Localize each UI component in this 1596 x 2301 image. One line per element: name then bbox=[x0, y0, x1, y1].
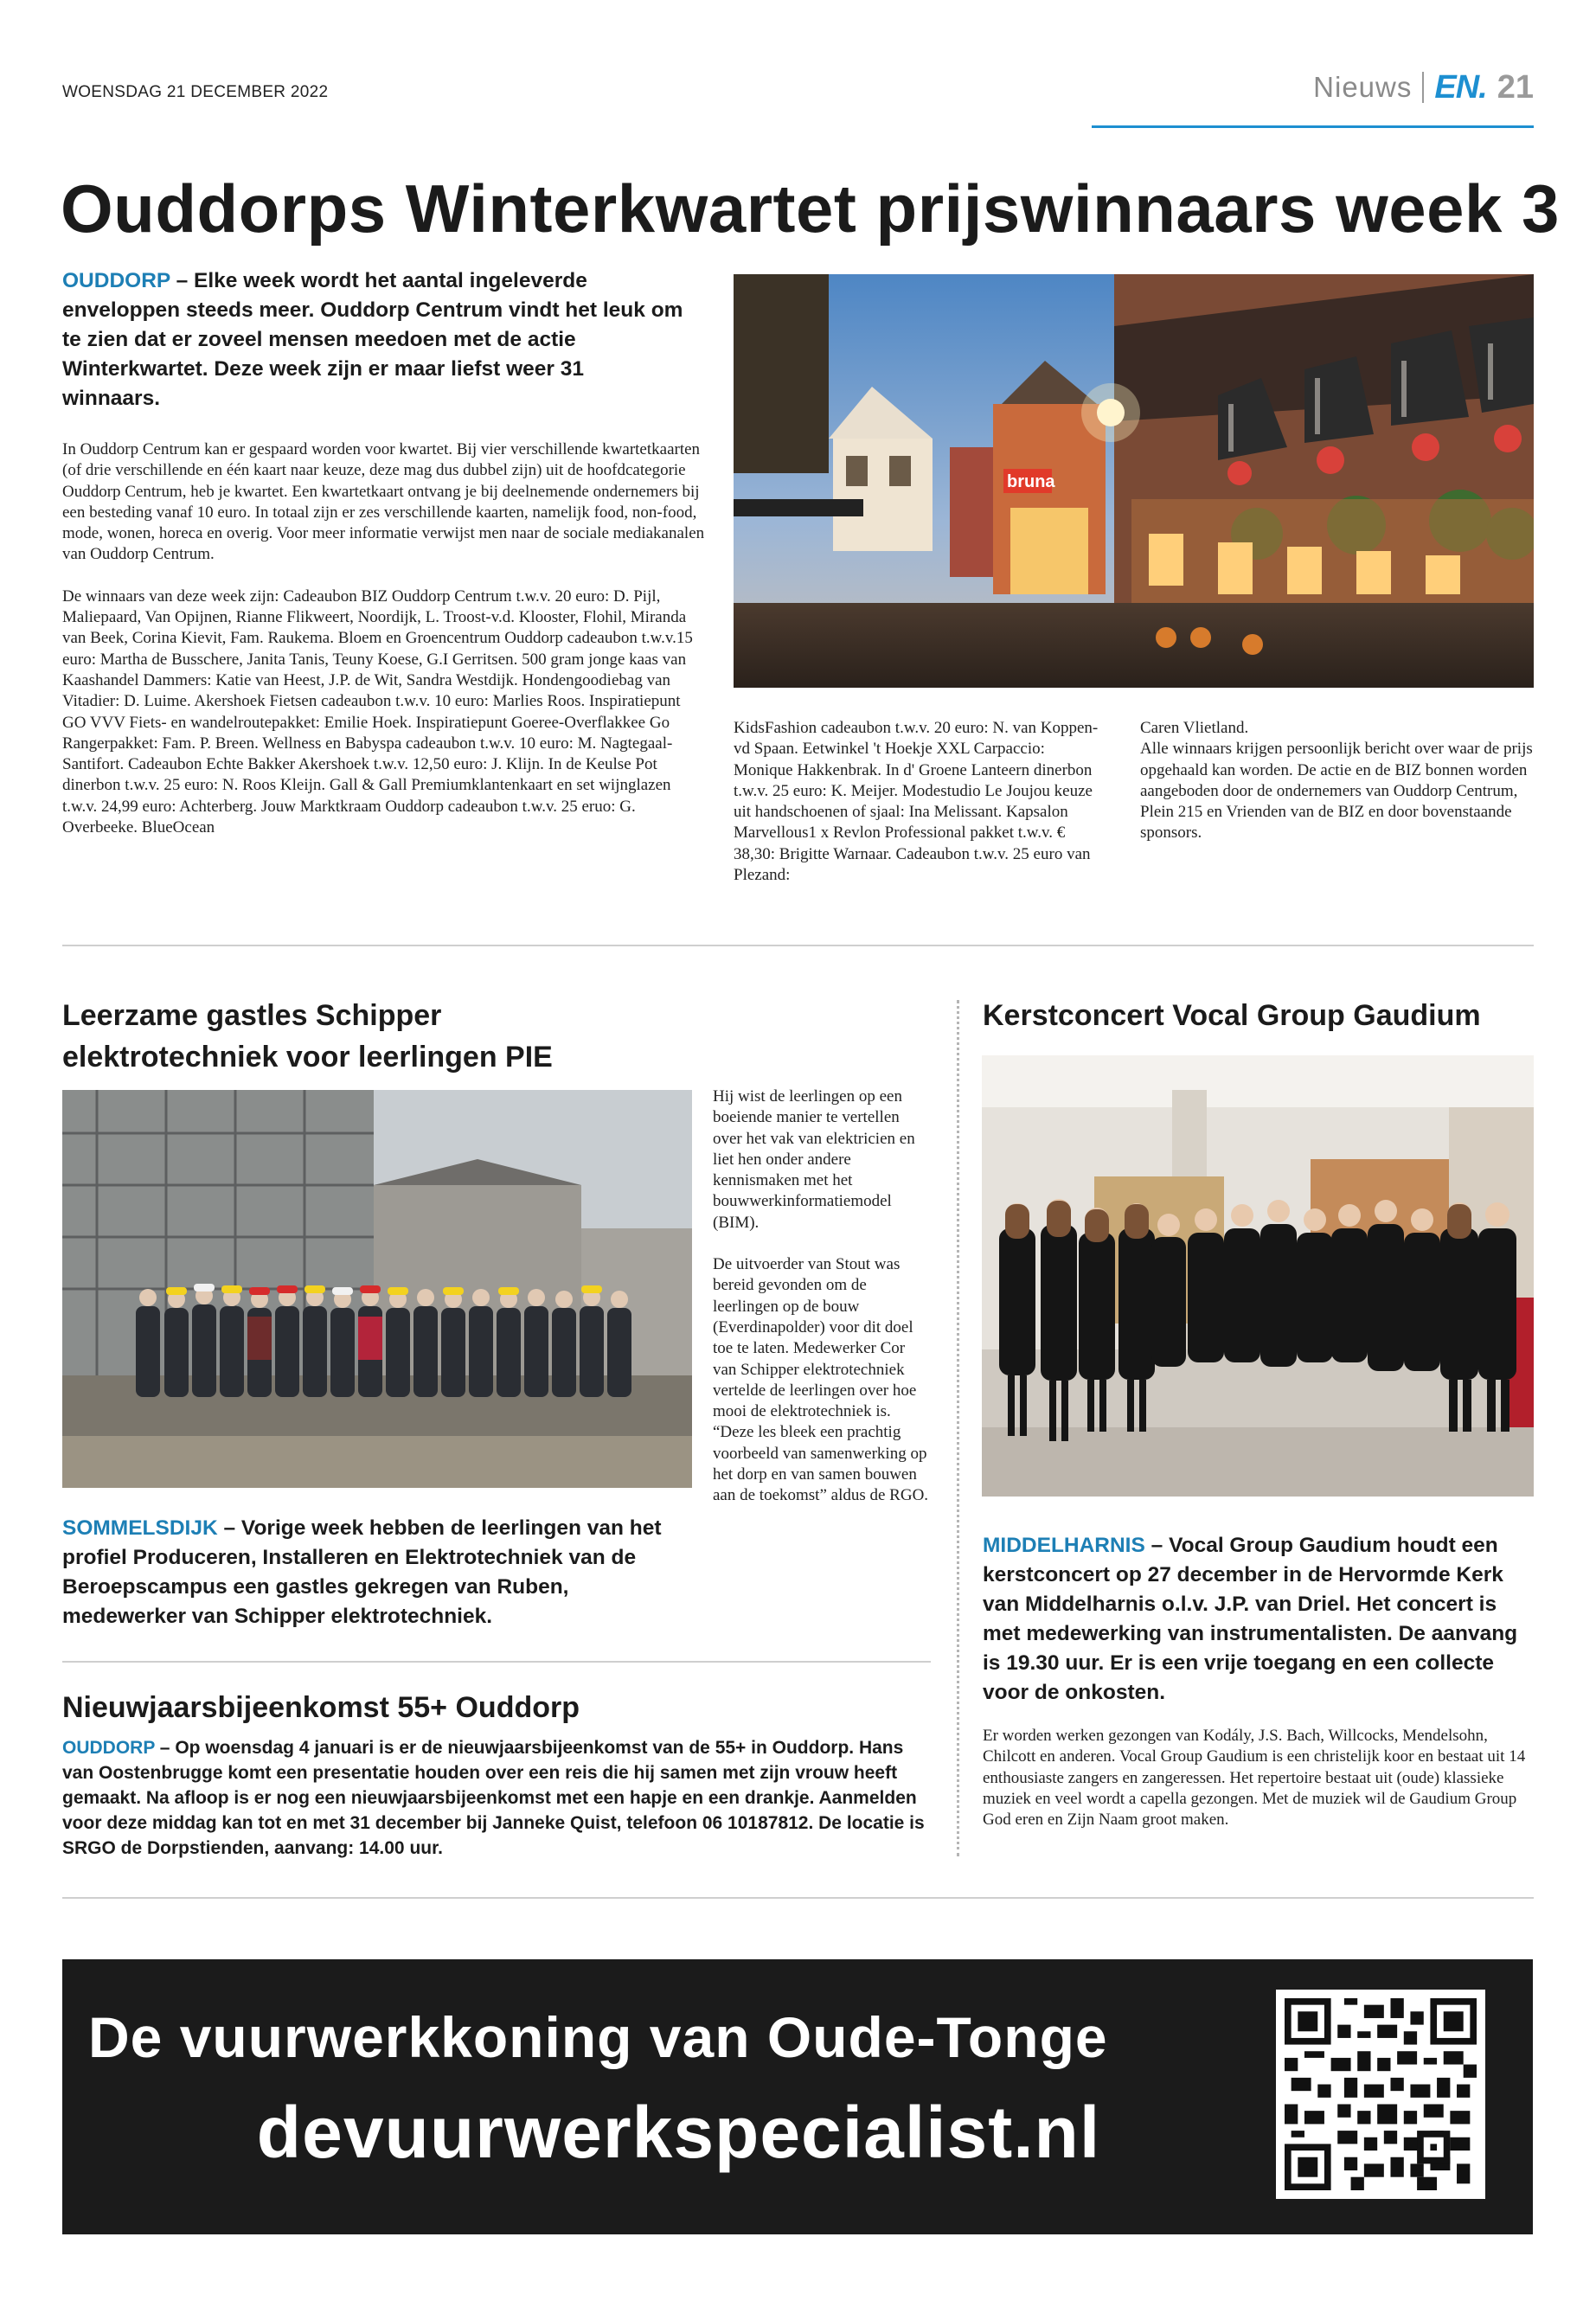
choir-photo bbox=[982, 1055, 1534, 1497]
page-header bbox=[1313, 67, 1534, 107]
article-column-2: KidsFashion cadeaubon t.w.v. 20 euro: N. van Koppen-vd Spaan. Eetwinkel 't Hoekje XXL Carpaccio: Monique Hakkenbrak. In d' Groene Lanteern dinerbon t.w.v. 25 euro: K. Meijer. Modestudio Le Joujou keuze uit handschoenen of sjaal: Ina Melissant. Kapsalon Marvellous1 x Revlon Professional pakket t.w.v. € 38,30: Brigitte Warnaar. Cadeaubon t.w.v. 25 euro van Plezand: bbox=[734, 719, 1099, 885]
kerst-lead-text: – Vocal Group Gaudium houdt een kerstconcert op 27 december in de Hervormde Kerk van Middelharnis o.l.v. J.P. van Driel. Het concert is met medewerking van instrumentalisten. De aanvang is 19.30 uur. Er is een vrije toegang en een collecte voor de onkosten. bbox=[983, 1534, 1518, 1704]
gastles-headline-line: Leerzame gastles Schipper bbox=[62, 999, 442, 1032]
kerst-kicker: MIDDELHARNIS bbox=[983, 1534, 1145, 1557]
street-photo bbox=[734, 274, 1534, 688]
article-paragraph: In Ouddorp Centrum kan er gespaard worden voor kwartet. Bij vier verschillende kwartetkaarten (of drie verschillende en één kaart naar keuze, deze mag dus dubbel zijn) uit de hoofdcategorie Ouddorp Centrum, heb je kwartet. Een kwartetkaart ontvang je bij deelnemende ondernemers bij een besteding vanaf 10 euro. In totaal zijn er zes verschillende kaarten, namelijk food, non-food, mode, wonen, horeca en overig. Voor meer informatie verwijst men naar de sociale mediakanalen van Ouddorp Centrum. bbox=[62, 440, 705, 564]
article-kicker: OUDDORP bbox=[62, 269, 170, 292]
nieuwjaar-headline: Nieuwjaarsbijeenkomst 55+ Ouddorp bbox=[62, 1691, 580, 1724]
article-lead-text: – Elke week wordt het aantal ingeleverde enveloppen steeds meer. Ouddorp Centrum vindt het leuk om te zien dat er zoveel mensen meedoen met de actie Winterkwartet. Deze week zijn er maar liefst weer 31 winnaars. bbox=[62, 269, 683, 410]
choir-illustration bbox=[982, 1055, 1534, 1497]
nieuwjaar-kicker: OUDDORP bbox=[62, 1738, 155, 1758]
qr-code-icon bbox=[1285, 1998, 1477, 2190]
publication-date: WOENSDAG 21 DECEMBER 2022 bbox=[62, 83, 329, 101]
section-label: Nieuws bbox=[1313, 71, 1413, 103]
nieuwjaar-lead-text: – Op woensdag 4 januari is er de nieuwjaarsbijeenkomst van de 55+ in Ouddorp. Hans van Oostenbrugge komt een presentatie houden over een reis die hij samen met zijn vrouw heeft gemaakt. Na afloop is er nog een nieuwjaarsbijeenkomst met een hapje en een drankje. Aanmelden voor deze middag kan tot en met 31 december bij Janneke Quist, telefoon 06 10187812. De locatie is SRGO de Dorpstienden, aanvang: 14.00 uur. bbox=[62, 1738, 925, 1858]
gastles-lead bbox=[62, 1514, 685, 1631]
qr-code[interactable] bbox=[1276, 1990, 1485, 2199]
ad-website[interactable]: devuurwerkspecialist.nl bbox=[256, 2092, 1101, 2173]
advertisement-banner[interactable] bbox=[62, 1959, 1533, 2234]
kerst-body: Er worden werken gezongen van Kodály, J.S. Bach, Willcocks, Mendelsohn, Chilcott en anderen. Vocal Group Gaudium is een christelijk koor en bestaat uit 14 enthousiaste zangers en zangeressen. Het repertoire bestaat uit (oude) klassieke muziek en veel wordt a capella gezongen. Met de muziek wil de Gaudium Group God eren en Zijn Naam groot maken. bbox=[983, 1727, 1526, 1830]
gastles-headline-line: elektrotechniek voor leerlingen PIE bbox=[62, 1041, 553, 1074]
gastles-kicker: SOMMELSDIJK bbox=[62, 1516, 218, 1540]
construction-site-photo bbox=[62, 1090, 692, 1488]
kerst-headline: Kerstconcert Vocal Group Gaudium bbox=[983, 999, 1481, 1032]
construction-site-illustration bbox=[62, 1090, 692, 1488]
article-lead bbox=[62, 266, 685, 413]
nieuwjaar-lead bbox=[62, 1735, 931, 1861]
article-paragraph: De winnaars van deze week zijn: Cadeaubon BIZ Ouddorp Centrum t.w.v. 20 euro: D. Pijl, Maliepaard, Van Opijnen, Rianne Flikweert, Noordijk, L. Troost-v.d. Klooster, Flohil, Miranda van Beek, Corina Kievit, Fam. Raukema. Bloem en Groencentrum Ouddorp cadeaubon t.w.v.15 euro: Martha de Busschere, Janita Tanis, Teuny Koese, G.I Gerritsen. 500 gram jonge kaas van Kaashandel Dammers: Katie van Heest, J.P. de Wit, Sandra Westdijk. Hondengoodiebag van Vitadier: D. Luime. Akershoek Fietsen cadeaubon t.w.v. 10 euro: Marlies Roos. Inspiratiepunt GO VVV Fiets- en wandelroutepakket: Emilie Hoek. Inspiratiepunt Goeree-Overflakkee Go Rangerpakket: Fam. P. Breen. Wellness en Babyspa cadeaubon t.w.v. 10 euro: M. Nagtegaal-Santifort. Cadeaubon Echte Bakker Akershoek t.w.v. 12,50 euro: J. Klijn. In de Keulse Pot dinerbon t.w.v. 25 euro: N. Roos Kleijn. Gall & Gall Premiumklantenkaart en set wijnglazen t.w.v. 24,99 euro: Achterberg. Jouw Marktkraam Ouddorp cadeaubon t.w.v. 25 eruo: G. Overbeeke. BlueOcean bbox=[62, 586, 693, 837]
header-rule bbox=[1092, 125, 1534, 128]
gastles-paragraph: De uitvoerder van Stout was bereid gevonden om de leerlingen op de bouw (Everdinapolder) voor dit doel toe te laten. Medewerker Cor van Schipper elektrotechniek vertelde de leerlingen over hoe mooi de elektrotechniek is. “Deze les bleek een prachtig voorbeeld van samenwerking op het dorp en van samen bouwen aan de toekomst” aldus de RGO. bbox=[713, 1255, 929, 1505]
article-headline: Ouddorps Winterkwartet prijswinnaars week 3 bbox=[61, 170, 1560, 247]
newspaper-logo: EN. bbox=[1434, 68, 1487, 106]
section-divider bbox=[62, 1897, 1534, 1899]
shop-sign-text: bruna bbox=[1007, 472, 1055, 491]
kerst-lead bbox=[983, 1531, 1536, 1708]
gastles-sidebar-text bbox=[713, 1086, 931, 1528]
page-number: 21 bbox=[1497, 68, 1534, 106]
section-divider bbox=[62, 945, 1534, 946]
ad-headline: De vuurwerkkoning van Oude-Tonge bbox=[88, 2005, 1108, 2069]
article-column-3: Caren Vlietland. Alle winnaars krijgen persoonlijk bericht over waar de prijs opgehaald kan worden. De actie en de BIZ bonnen worden aangeboden door de ondernemers van Ouddorp Centrum, Plein 215 en Vrienden van de BIZ en door bovenstaande sponsors. bbox=[1140, 719, 1533, 843]
header-divider bbox=[1422, 72, 1424, 103]
gastles-lead-text: – Vorige week hebben de leerlingen van het profiel Produceren, Installeren en Elektrotechniek van de Beroepscampus een gastles gekregen van Ruben, medewerker van Schipper elektrotechniek. bbox=[62, 1516, 662, 1628]
column-divider bbox=[957, 1000, 959, 1856]
article-body bbox=[62, 439, 708, 859]
street-photo-illustration bbox=[734, 274, 1534, 688]
gastles-paragraph: Hij wist de leerlingen op een boeiende manier te vertellen over het vak van elektricien en liet hen onder andere kennismaken met het bouwwerkinformatiemodel (BIM). bbox=[713, 1087, 915, 1232]
section-divider bbox=[62, 1661, 931, 1663]
gastles-headline bbox=[62, 995, 927, 1078]
